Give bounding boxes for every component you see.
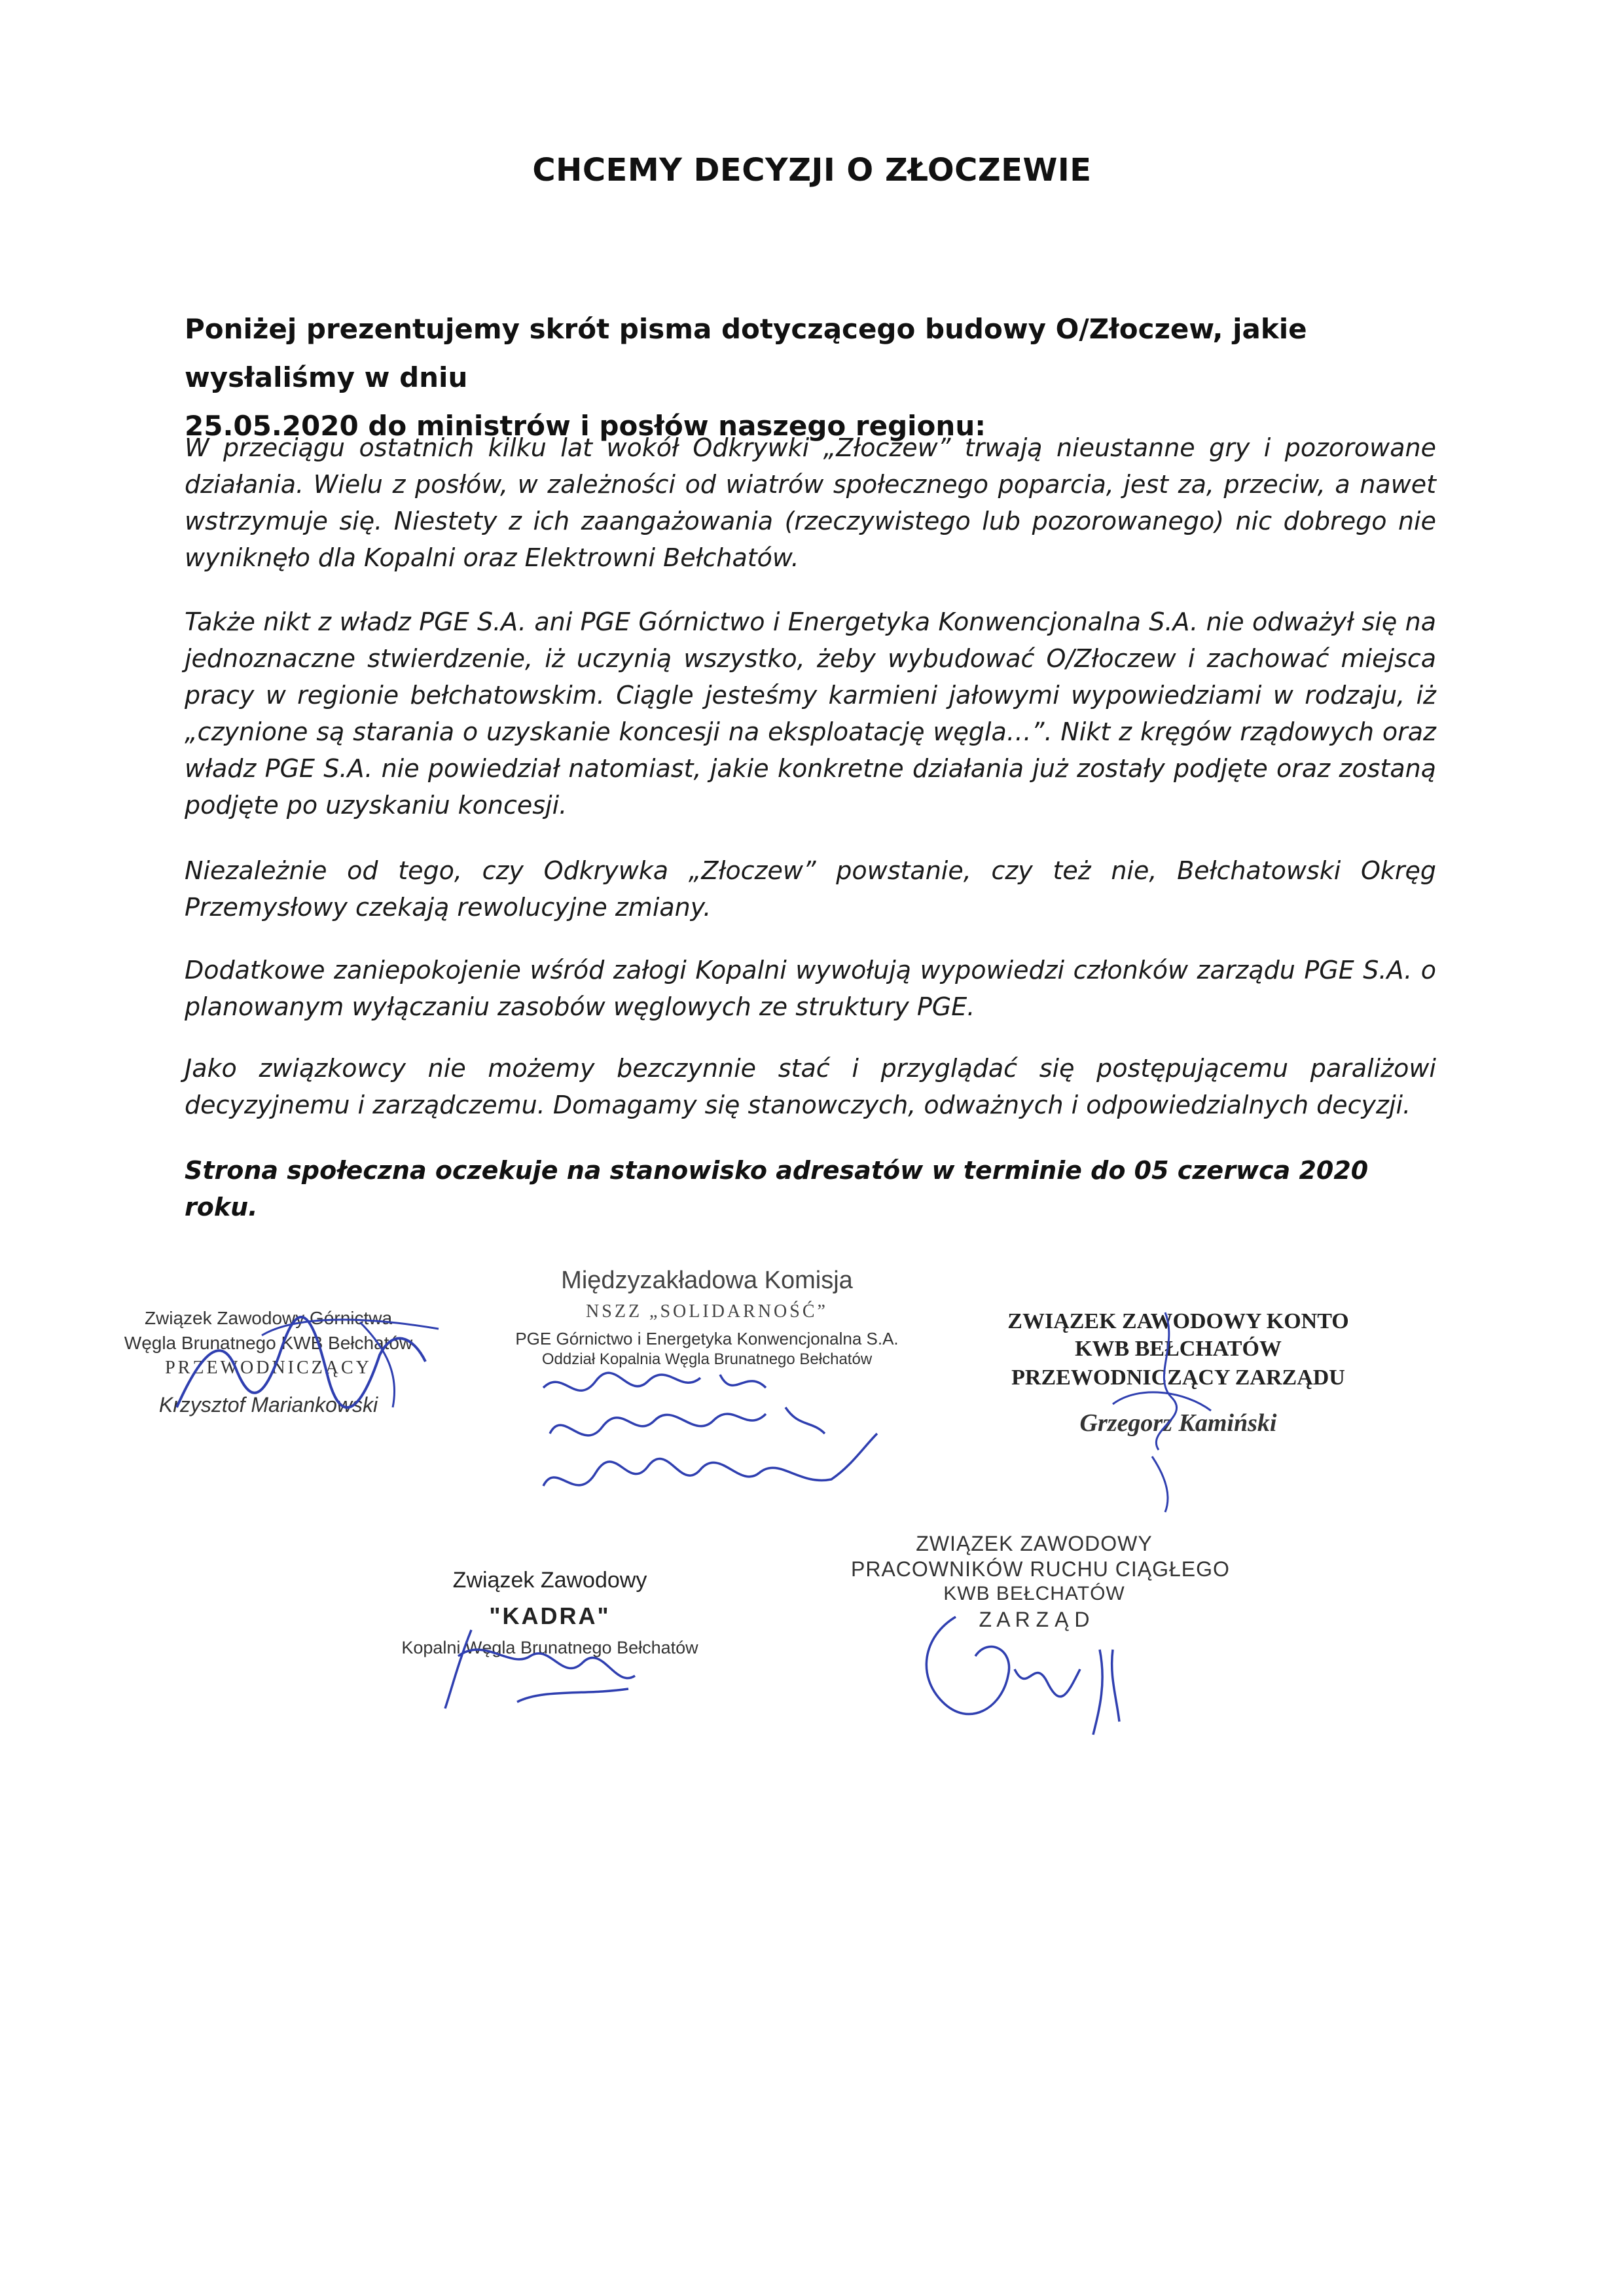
stamp-konto-line3: PRZEWODNICZĄCY ZARZĄDU (1011, 1365, 1345, 1390)
intro-text (185, 305, 1436, 450)
intro-line-2: 25.05.2020 do ministrów i posłów naszego regionu: (185, 410, 986, 442)
stamp-ruch-ciagly-line3: KWB BEŁCHATÓW (943, 1583, 1125, 1604)
closing-statement: Strona społeczna oczekuje na stanowisko adresatów w terminie do 05 czerwca 2020 roku. (185, 1156, 1369, 1221)
stamp-ruch-ciagly-line1: ZWIĄZEK ZAWODOWY (916, 1532, 1153, 1555)
stamp-konto-line2: KWB BEŁCHATÓW (1075, 1337, 1282, 1361)
stamp-gornictwa-line3: PRZEWODNICZĄCY (165, 1358, 372, 1378)
stamp-solidarnosc (478, 1267, 936, 1369)
stamp-kadra (367, 1568, 733, 1658)
stamp-gornictwa (98, 1308, 439, 1417)
stamp-kadra-line2: "KADRA" (489, 1602, 611, 1629)
stamp-ruch-ciagly (851, 1532, 1230, 1632)
stamp-gornictwa-line2: Węgla Brunatnego KWB Bełchatów (124, 1333, 413, 1353)
stamp-ruch-ciagly-line2: PRACOWNIKÓW RUCHU CIĄGŁEGO (851, 1557, 1230, 1581)
stamp-konto-line1: ZWIĄZEK ZAWODOWY KONTO (1007, 1309, 1349, 1333)
paragraph-1: W przeciągu ostatnich kilku lat wokół Odkrywki „Złoczew” trwają nieustanne gry i pozorowane działania. Wielu z posłów, w zależności od wiatrów społecznego poparcia, jest za, przeciw, a nawet wstrzymuje się. Niestety z ich zaangażowania (rzeczywistego lub pozorowanego) nic dobrego nie wyniknęło dla Kopalni oraz Elektrowni Bełchatów. (185, 433, 1436, 572)
stamp-gornictwa-line1: Związek Zawodowy Górnictwa (144, 1308, 393, 1328)
stamp-kadra-line1: Związek Zawodowy (452, 1568, 647, 1593)
stamp-konto (943, 1309, 1414, 1437)
intro-line-1: Poniżej prezentujemy skrót pisma dotyczącego budowy O/Złoczew, jakie wysłaliśmy w dniu (185, 313, 1307, 393)
document-title: CHCEMY DECYZJI O ZŁOCZEWIE (532, 152, 1092, 189)
paragraph-4: Dodatkowe zaniepokojenie wśród załogi Kopalni wywołują wypowiedzi członków zarządu PGE S.A. o planowanym wyłączaniu zasobów węglowych ze struktury PGE. (185, 956, 1436, 1021)
stamp-solidarnosc-line2: NSZZ „SOLIDARNOŚĆ” (586, 1301, 828, 1322)
paragraph-3: Niezależnie od tego, czy Odkrywka „Złoczew” powstanie, czy też nie, Bełchatowski Okręg Przemysłowy czekają rewolucyjne zmiany. (185, 856, 1436, 922)
stamp-solidarnosc-line4: Oddział Kopalnia Węgla Brunatnego Bełchatów (541, 1350, 873, 1368)
stamp-gornictwa-name: Krzysztof Mariankowski (158, 1393, 378, 1417)
paragraph-2: Także nikt z władz PGE S.A. ani PGE Górnictwo i Energetyka Konwencjonalna S.A. nie odważył się na jednoznaczne stwierdzenie, iż uczynią wszystko, żeby wybudować O/Złoczew i zachować miejsca pracy w regionie bełchatowskim. Ciągle jesteśmy karmieni jałowymi wypowiedziami w rodzaju, iż „czynione są starania o uzyskanie koncesji na eksploatację węgla…”. Nikt z kręgów rządowych oraz władz PGE S.A. nie powiedział natomiast, jakie konkretne działania już zostały podjęte oraz zostaną podjęte po uzyskaniu koncesji. (185, 607, 1436, 820)
paragraph-5: Jako związkowcy nie możemy bezczynnie stać i przyglądać się postępującemu paraliżowi decyzyjnemu i zarządczemu. Domagamy się stanowczych, odważnych i odpowiedzialnych decyzji. (185, 1054, 1436, 1119)
stamp-konto-name: Grzegorz Kamiński (1079, 1409, 1277, 1437)
signatures-solidarnosc-icon (524, 1362, 890, 1512)
stamp-solidarnosc-line3: PGE Górnictwo i Energetyka Konwencjonalna S.A. (515, 1329, 899, 1348)
stamp-kadra-line3: Kopalni Węgla Brunatnego Bełchatów (401, 1638, 698, 1657)
stamp-solidarnosc-line1: Międzyzakładowa Komisja (561, 1267, 853, 1294)
stamp-ruch-ciagly-line4: Z A R Z Ą D (979, 1608, 1090, 1631)
